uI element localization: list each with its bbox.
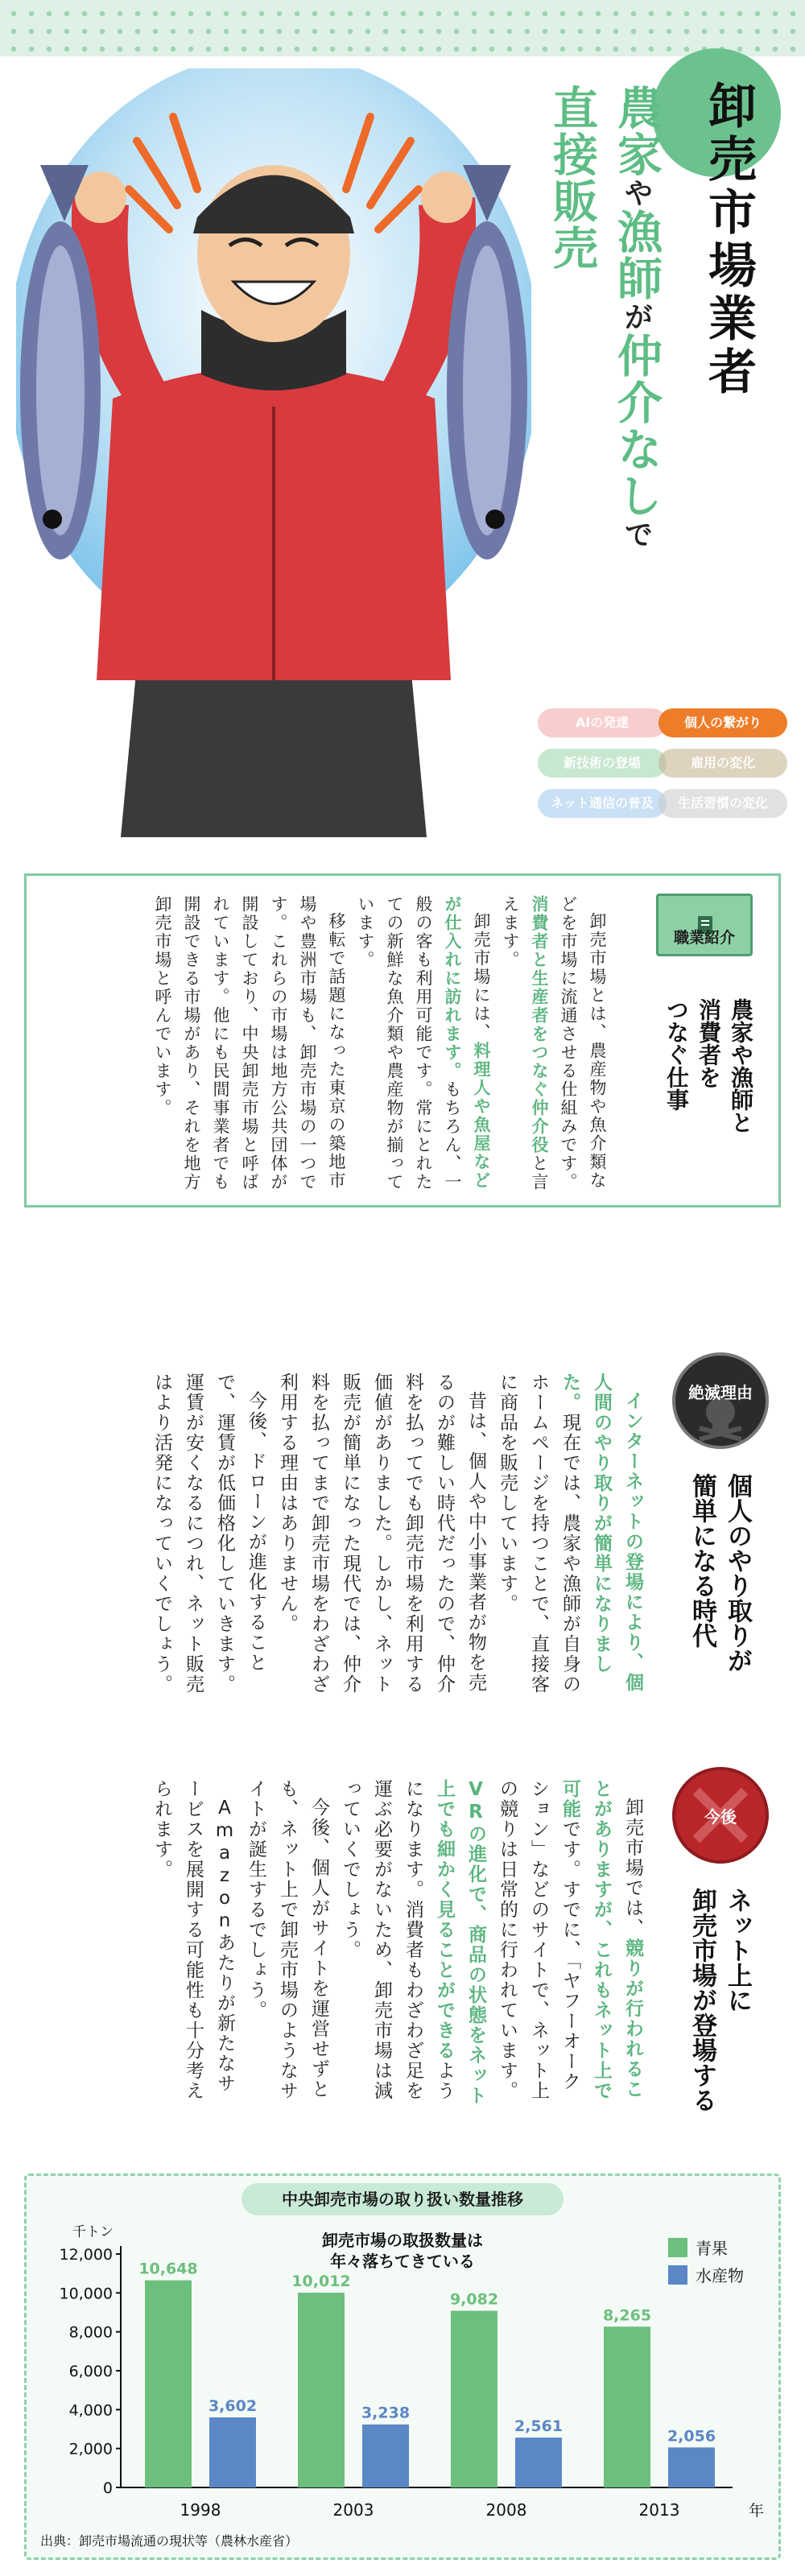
- subtitle-particle: や: [620, 178, 653, 208]
- subtitle: [523, 85, 668, 632]
- subtitle-keyword: 農家: [610, 85, 663, 178]
- paragraph: [351, 895, 496, 1193]
- subtitle-line: [604, 85, 668, 632]
- highlight-text: 競りが行われることがありますが、これもネット上で可能: [559, 1779, 643, 2101]
- body-text: 昔は、個人や中小事業者が物を売るのが難しい時代だったので、仲介料を払ってでも卸売市場を利用する価値がありました。しかし、ネット販売が簡単になった現代では、仲介料を払ってまで卸売市場をわざわざ利用する理由はありません。: [277, 1373, 486, 1695]
- trend-tag: AIの発達: [538, 708, 667, 737]
- intro-badge-caption: 職業紹介: [673, 929, 735, 947]
- paragraph: [148, 895, 351, 1193]
- fisherman-illustration: [16, 68, 531, 837]
- heading-line: つなぐ仕事: [663, 998, 690, 1111]
- chart-source: 出典：卸売市場流通の現状等（農林水産省）: [40, 2533, 299, 2549]
- legend-swatch: [668, 2238, 687, 2257]
- bar-value-label: 2,561: [514, 2417, 564, 2436]
- bar-vegetables: [145, 2281, 192, 2487]
- y-tick-label: 10,000: [59, 2285, 113, 2303]
- bar-value-label: 10,648: [138, 2260, 198, 2278]
- bar-value-label: 10,012: [291, 2273, 351, 2291]
- bar-vegetables: [451, 2311, 497, 2487]
- bar-vegetables: [298, 2293, 345, 2487]
- y-tick-label: 6,000: [68, 2363, 113, 2380]
- body-text: 今後、個人がサイトを運営せずとも、ネット上で卸売市場のようなサイトが誕生するでしょう。: [246, 1779, 329, 2101]
- trend-tag: 生活習慣の変化: [658, 789, 787, 818]
- heading-line: 卸売市場が登場する: [687, 1888, 716, 2112]
- body-text: ようになります。消費者もわざわざ足を運ぶ必要がないため、卸売市場は減っていくでしょう。: [340, 1779, 455, 2101]
- body-text: 移転で話題になった東京の築地市場や豊洲市場も、卸売市場の一つです。これらの市場は地方公共団体が開設しており、中央卸売市場と呼ばれています。他にも民間事業者でも開設できる市場があり、それを地方卸売市場と呼んでいます。: [153, 895, 346, 1191]
- y-tick-label: 8,000: [68, 2323, 113, 2342]
- highlight-text: 料理人や魚屋などが仕入れに訪れます。: [443, 895, 491, 1190]
- bar-chart: [24, 2222, 781, 2560]
- bar-value-label: 9,082: [449, 2290, 499, 2309]
- legend-swatch: [668, 2265, 687, 2285]
- heading-line: 簡単になる時代: [687, 1473, 716, 1648]
- extinction-heading: [684, 1473, 755, 1673]
- y-tick-label: 4,000: [68, 2401, 113, 2420]
- future-badge-label: 今後: [704, 1807, 737, 1827]
- intro-heading: [660, 998, 757, 1133]
- heading-line: 農家や漁師と: [728, 998, 754, 1133]
- x-axis-label: 年: [749, 2502, 765, 2520]
- legend-label: 水産物: [696, 2266, 744, 2285]
- heading-line: 個人のやり取りが: [723, 1473, 752, 1673]
- body-text: Amazonあたりが新たなサービスを展開する可能性も十分考えられます。: [151, 1779, 235, 2101]
- heading-line: 消費者を: [696, 998, 722, 1088]
- trend-tag: 雇用の変化: [658, 749, 787, 778]
- paragraph: [146, 1373, 271, 1695]
- bar-value-label: 3,238: [361, 2404, 411, 2422]
- body-text: です。すでに、「ヤフーオークション」などのサイトで、ネット上の競りは日常的に行われています。: [497, 1779, 580, 2101]
- chart-annotation: 卸売市場の取扱数量は: [322, 2231, 483, 2250]
- paragraph: [334, 1779, 648, 2109]
- heading-line: ネット上に: [723, 1888, 752, 2013]
- highlight-text: VRの進化で、商品の状態をネット上でも細かく見ることができる: [434, 1779, 486, 2106]
- future-badge: [672, 1767, 769, 1864]
- paragraph: [496, 895, 612, 1193]
- x-tick-label: 2008: [485, 2500, 527, 2520]
- paragraph: [240, 1779, 334, 2109]
- trend-tag: ネット通信の普及: [538, 789, 667, 818]
- bar-value-label: 8,265: [602, 2306, 652, 2325]
- bar-value-label: 2,056: [667, 2427, 716, 2446]
- subtitle-keyword: 漁師: [610, 208, 663, 302]
- body-text: 卸売市場とは、農産物や魚介類などを市場に流通させる仕組みです。: [559, 895, 607, 1191]
- body-text: と言えます。: [501, 895, 549, 1191]
- job-title: 卸売市場業者: [700, 80, 757, 399]
- subtitle-keyword: 仲介なし: [610, 332, 663, 519]
- y-tick-label: 2,000: [68, 2440, 113, 2458]
- x-tick-label: 2013: [638, 2500, 680, 2520]
- y-tick-label: 0: [102, 2479, 113, 2497]
- extinction-badge-label: 絶滅理由: [688, 1383, 753, 1402]
- subtitle-line: [539, 85, 604, 632]
- bar-seafood: [668, 2447, 715, 2487]
- chart-annotation: 年々落ちてきている: [330, 2252, 475, 2271]
- x-tick-label: 2003: [332, 2500, 374, 2520]
- chart-title: 中央卸売市場の取り扱い数量推移: [242, 2183, 564, 2215]
- bar-seafood: [362, 2425, 409, 2487]
- subtitle-particle: が: [620, 302, 653, 332]
- bar-seafood: [515, 2438, 562, 2487]
- body-text: 卸売市場には、: [472, 912, 491, 1042]
- body-text: 卸売市場では、: [622, 1798, 643, 1938]
- highlight-text: 消費者と生産者をつなぐ仲介役: [530, 895, 549, 1154]
- intro-body: [48, 895, 612, 1193]
- trend-tag: 新技術の登場: [538, 749, 667, 778]
- trend-tag: 個人の繋がり: [658, 708, 787, 737]
- subtitle-keyword: 直接販売: [546, 85, 598, 271]
- paragraph: [491, 1373, 648, 1695]
- subtitle-particle: で: [620, 519, 653, 550]
- bar-vegetables: [604, 2326, 650, 2487]
- body-text: 現在では、農家や漁師が自身のホームページを持つことで、直接客に商品を販売しています。: [497, 1373, 580, 1695]
- bar-value-label: 3,602: [208, 2396, 258, 2415]
- x-tick-label: 1998: [180, 2500, 221, 2520]
- y-axis-label: 千トン: [72, 2224, 114, 2240]
- body-text: もちろん、一般の客も利用可能です。常にとれたての新鮮な魚介類や農産物が揃っています。: [356, 895, 462, 1191]
- paragraph: [146, 1779, 240, 2109]
- extinction-body: [28, 1373, 648, 1695]
- y-tick-label: 12,000: [59, 2246, 113, 2264]
- future-heading: [684, 1888, 755, 2112]
- legend-label: 青果: [696, 2239, 728, 2258]
- top-decoration-band: [0, 0, 805, 56]
- paragraph: [271, 1373, 491, 1695]
- body-text: 今後、ドローンが進化することで、運賃が低価格化していきます。運賃が安くなるにつれ、ネット販売はより活発になっていくでしょう。: [151, 1373, 266, 1695]
- highlight-text: インターネットの登場により、個人間のやり取りが簡単になりました。: [559, 1373, 643, 1693]
- bar-seafood: [209, 2417, 256, 2487]
- future-body: [28, 1779, 648, 2109]
- extinction-badge: [672, 1352, 769, 1449]
